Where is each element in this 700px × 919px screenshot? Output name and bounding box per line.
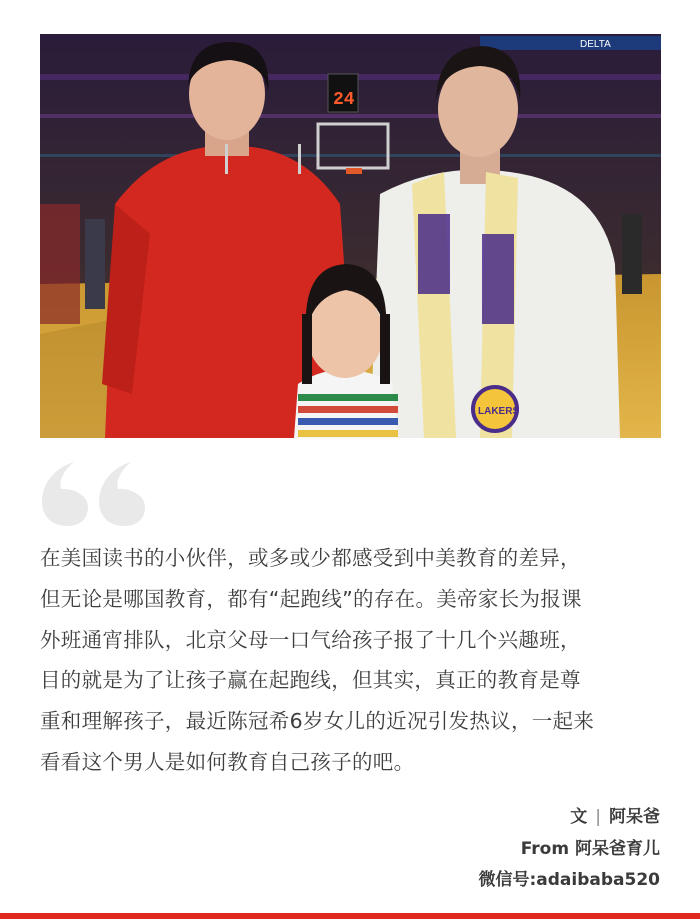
bottom-accent-bar (0, 913, 700, 919)
quote-mark-icon (40, 462, 150, 528)
shot-clock: 24 (333, 90, 355, 110)
article-line: 重和理解孩子，最近陈冠希6岁女儿的近况引发热议，一起来 (40, 709, 595, 734)
article-paragraph (40, 538, 662, 783)
source-credit: From 阿呆爸育儿 (520, 838, 660, 859)
author-label: 文 (570, 807, 588, 827)
wechat-id: 微信号:adaibaba520 (478, 870, 660, 890)
author-credit (478, 802, 660, 834)
article-line: 目的就是为了让孩子赢在起跑线，但其实，真正的教育是尊 (40, 668, 581, 693)
article-line: 外班通宵排队，北京父母一口气给孩子报了十几个兴趣班， (40, 627, 581, 652)
article-line: 看看这个男人是如何教育自己孩子的吧。 (40, 749, 415, 774)
article-photo (40, 34, 661, 438)
article-line: 但无论是哪国教育，都有“起跑线”的存在。美帝家长为报课 (40, 586, 582, 611)
credit-separator: | (595, 807, 601, 827)
credits-block (478, 802, 660, 897)
photo-illustration (40, 34, 661, 438)
article-line: 在美国读书的小伙伴，或多或少都感受到中美教育的差异， (40, 546, 581, 570)
author-name: 阿呆爸 (609, 807, 660, 827)
banner-text: DELTA (580, 39, 611, 50)
scarf-text: LAKERS (478, 406, 520, 417)
